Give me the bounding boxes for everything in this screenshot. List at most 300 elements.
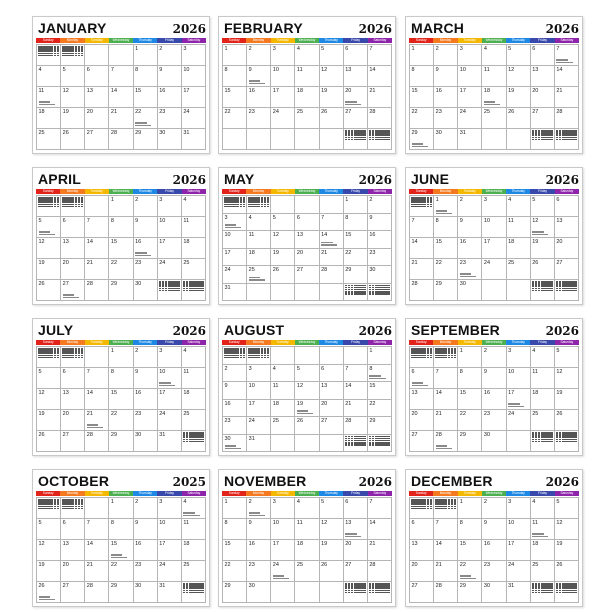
day-cell: [182, 196, 206, 217]
day-number: 20: [296, 249, 304, 256]
day-number: 21: [345, 400, 352, 407]
mini-month-calendar: [556, 583, 577, 601]
day-number: 13: [345, 520, 352, 526]
day-cell: [507, 582, 531, 603]
weekday-label: Thursday: [133, 491, 157, 496]
month-header: [36, 20, 206, 37]
day-number: 24: [248, 418, 255, 424]
holiday-note: [532, 231, 544, 232]
day-cell: [223, 87, 247, 108]
day-cell: [271, 196, 295, 214]
day-cell: [158, 45, 182, 66]
day-number: 12: [321, 67, 328, 73]
day-number: 5: [556, 499, 560, 505]
day-number: 25: [183, 260, 190, 266]
day-cell: [482, 347, 506, 368]
day-number: 16: [483, 390, 491, 396]
day-number: 20: [532, 88, 539, 94]
day-cell: [555, 238, 579, 259]
weekday-label: Monday: [433, 189, 457, 194]
day-number: 19: [38, 562, 45, 568]
day-number: 13: [532, 67, 539, 73]
mini-month-calendar: [38, 499, 59, 517]
day-number: 23: [224, 418, 231, 424]
day-number: 6: [411, 520, 415, 526]
day-cell: [158, 519, 182, 540]
day-cell: [182, 66, 206, 87]
day-number: 20: [411, 411, 418, 417]
day-number: 17: [459, 88, 466, 94]
day-cell: [223, 347, 247, 365]
day-number: 11: [248, 232, 255, 238]
mini-month-calendar: [411, 499, 432, 517]
day-number: 26: [532, 260, 539, 266]
day-number: 4: [296, 499, 300, 505]
day-number: 18: [508, 239, 515, 245]
day-number: 28: [321, 267, 328, 273]
day-number: 17: [248, 400, 255, 407]
mini-day: [550, 290, 553, 292]
day-cell: [434, 196, 458, 217]
day-cell: [344, 87, 368, 108]
day-cell: [410, 389, 434, 410]
weekday-label: Sunday: [222, 491, 246, 496]
day-cell: [344, 249, 368, 267]
day-number: 14: [435, 541, 442, 547]
day-number: 29: [459, 583, 466, 589]
holiday-note: [249, 512, 261, 513]
mini-month-calendar: [224, 197, 245, 212]
day-number: 2: [135, 348, 139, 354]
day-number: 18: [483, 88, 491, 94]
day-cell: [223, 108, 247, 129]
day-cell: [458, 259, 482, 280]
day-cell: [410, 129, 434, 150]
day-cell: [320, 365, 344, 383]
day-number: 29: [411, 130, 418, 136]
day-number: 15: [224, 88, 231, 94]
day-number: 30: [483, 583, 491, 589]
day-number: 9: [135, 369, 139, 375]
day-number: 29: [110, 432, 118, 438]
day-cell: [531, 66, 555, 87]
day-cell: [344, 108, 368, 129]
day-cell: [109, 431, 133, 452]
day-cell: [37, 389, 61, 410]
day-cell: [37, 540, 61, 561]
mini-day: [201, 592, 204, 594]
day-number: 26: [556, 411, 563, 417]
mini-day: [550, 592, 553, 594]
day-number: 9: [248, 520, 252, 526]
day-cell: [37, 498, 61, 519]
day-cell: [458, 498, 482, 519]
mini-month-calendar: [369, 130, 390, 148]
day-number: 3: [224, 214, 228, 221]
day-cell: [320, 582, 344, 603]
day-number: 27: [411, 583, 418, 589]
day-cell: [295, 540, 319, 561]
day-cell: [344, 435, 368, 453]
day-cell: [85, 561, 109, 582]
month-calendar-april: [32, 167, 210, 305]
day-number: 7: [411, 218, 415, 224]
day-cell: [37, 280, 61, 301]
day-number: 2: [135, 197, 139, 203]
day-number: 21: [369, 88, 376, 94]
day-number: 23: [459, 260, 466, 266]
day-cell: [158, 280, 182, 301]
month-calendar-november: [218, 469, 396, 607]
day-number: 1: [435, 197, 439, 203]
day-cell: [182, 45, 206, 66]
day-cell: [368, 284, 392, 302]
day-cell: [555, 45, 579, 66]
day-number: 5: [556, 348, 560, 354]
month-calendar-january: [32, 16, 210, 154]
day-cell: [85, 87, 109, 108]
day-number: 14: [110, 88, 118, 94]
weekday-label: Saturday: [182, 491, 206, 496]
day-number: 28: [411, 281, 418, 287]
month-calendar-march: [405, 16, 583, 154]
day-cell: [271, 108, 295, 129]
weekday-label: Saturday: [555, 189, 579, 194]
day-cell: [85, 519, 109, 540]
day-cell: [368, 417, 392, 435]
day-number: 16: [459, 239, 466, 245]
day-cell: [295, 266, 319, 284]
day-number: 26: [556, 562, 563, 568]
weekday-label: Friday: [343, 38, 367, 43]
holiday-note: [412, 382, 424, 383]
day-cell: [507, 540, 531, 561]
day-number: 23: [248, 109, 255, 115]
day-cell: [531, 196, 555, 217]
weekday-label: Thursday: [506, 340, 530, 345]
day-cell: [531, 280, 555, 301]
day-cell: [182, 129, 206, 150]
day-number: 22: [110, 562, 118, 568]
month-header: [36, 171, 206, 188]
day-number: 27: [296, 267, 304, 273]
month-header: [409, 20, 579, 37]
day-number: 27: [411, 432, 418, 438]
weekday-header-row: [222, 491, 392, 496]
day-number: 27: [556, 260, 563, 266]
mini-day: [454, 508, 457, 510]
day-cell: [368, 129, 392, 150]
mini-month-calendar: [183, 281, 204, 299]
day-cell: [531, 87, 555, 108]
holiday-note: [87, 424, 99, 425]
holiday-note: [412, 146, 428, 147]
holiday-note: [297, 413, 313, 414]
holiday-note: [321, 242, 333, 243]
weekday-label: Saturday: [555, 491, 579, 496]
day-cell: [158, 129, 182, 150]
day-cell: [182, 217, 206, 238]
day-cell: [247, 66, 271, 87]
day-number: 6: [321, 365, 325, 372]
day-number: 6: [345, 46, 349, 52]
day-number: 22: [110, 411, 118, 417]
holiday-note: [532, 234, 548, 235]
day-cell: [482, 238, 506, 259]
day-number: 11: [183, 218, 190, 224]
day-cell: [555, 259, 579, 280]
day-number: 14: [435, 390, 442, 396]
day-cell: [182, 498, 206, 519]
day-cell: [134, 389, 158, 410]
weekday-label: Sunday: [409, 189, 433, 194]
weekday-label: Wednesday: [295, 189, 319, 194]
day-number: 21: [110, 109, 118, 115]
day-cell: [368, 108, 392, 129]
day-number: 20: [62, 562, 69, 568]
day-number: 24: [159, 411, 166, 417]
weekday-label: Sunday: [409, 340, 433, 345]
day-number: 4: [248, 214, 252, 221]
day-cell: [247, 519, 271, 540]
day-number: 23: [159, 109, 166, 115]
day-number: 13: [411, 390, 418, 396]
weekday-header-row: [409, 38, 579, 43]
day-number: 3: [248, 365, 252, 372]
month-name: JANUARY: [38, 20, 107, 36]
day-number: 10: [272, 67, 279, 73]
day-cell: [271, 561, 295, 582]
day-number: 30: [369, 267, 376, 273]
day-cell: [247, 45, 271, 66]
weekday-label: Wednesday: [109, 491, 133, 496]
weekday-label: Monday: [246, 491, 270, 496]
day-number: 1: [224, 499, 228, 505]
day-cell: [134, 217, 158, 238]
day-cell: [158, 66, 182, 87]
weekday-label: Sunday: [409, 491, 433, 496]
day-number: 12: [556, 369, 563, 375]
day-number: 6: [556, 197, 560, 203]
day-cell: [320, 45, 344, 66]
mini-day: [363, 293, 366, 295]
holiday-note: [273, 578, 289, 579]
day-cell: [434, 45, 458, 66]
day-cell: [368, 519, 392, 540]
weekday-label: Tuesday: [458, 38, 482, 43]
day-number: 6: [532, 46, 536, 52]
mini-day: [363, 444, 366, 446]
day-cell: [158, 108, 182, 129]
day-cell: [531, 238, 555, 259]
day-cell: [247, 347, 271, 365]
day-cell: [37, 519, 61, 540]
day-cell: [555, 217, 579, 238]
day-cell: [410, 66, 434, 87]
holiday-note: [249, 83, 265, 84]
mini-month-calendar: [62, 46, 83, 64]
weekday-label: Tuesday: [85, 491, 109, 496]
day-cell: [223, 417, 247, 435]
holiday-note: [135, 125, 151, 126]
day-cell: [109, 561, 133, 582]
day-cell: [271, 498, 295, 519]
weekday-label: Thursday: [319, 491, 343, 496]
day-cell: [158, 540, 182, 561]
holiday-note: [225, 224, 237, 225]
holiday-note: [556, 59, 568, 60]
day-number: 7: [435, 369, 439, 375]
day-cell: [458, 238, 482, 259]
day-number: 31: [159, 432, 166, 438]
day-cell: [37, 87, 61, 108]
day-cell: [85, 389, 109, 410]
day-cell: [458, 87, 482, 108]
weekday-header-row: [36, 340, 206, 345]
day-cell: [320, 129, 344, 150]
day-cell: [223, 196, 247, 214]
day-cell: [271, 249, 295, 267]
day-number: 10: [159, 218, 166, 224]
day-cell: [85, 238, 109, 259]
day-cell: [37, 431, 61, 452]
day-cell: [109, 238, 133, 259]
day-number: 31: [459, 130, 466, 136]
day-cell: [85, 217, 109, 238]
day-cell: [134, 259, 158, 280]
day-number: 28: [435, 432, 442, 438]
day-cell: [158, 347, 182, 368]
day-cell: [458, 389, 482, 410]
day-number: 4: [483, 46, 487, 52]
day-cell: [344, 417, 368, 435]
day-cell: [507, 498, 531, 519]
holiday-note: [556, 62, 572, 63]
day-number: 28: [556, 109, 563, 115]
day-cell: [85, 108, 109, 129]
day-cell: [37, 561, 61, 582]
day-number: 9: [459, 218, 463, 224]
day-number: 19: [556, 390, 563, 396]
day-cell: [320, 435, 344, 453]
day-number: 30: [435, 130, 442, 136]
day-cell: [109, 87, 133, 108]
day-cell: [247, 400, 271, 418]
day-number: 22: [369, 400, 376, 407]
mini-month-calendar: [345, 285, 366, 300]
day-number: 12: [38, 541, 45, 547]
month-header: [409, 322, 579, 339]
day-number: 11: [38, 88, 45, 94]
day-cell: [85, 259, 109, 280]
mini-month-calendar: [532, 281, 553, 299]
day-number: 14: [86, 239, 93, 245]
day-number: 10: [483, 218, 491, 224]
day-number: 4: [272, 365, 276, 372]
weekday-label: Monday: [60, 340, 84, 345]
day-grid: [36, 44, 206, 150]
day-number: 30: [224, 435, 231, 442]
day-number: 9: [369, 214, 373, 221]
day-cell: [295, 66, 319, 87]
holiday-note: [532, 533, 544, 534]
weekday-label: Friday: [343, 189, 367, 194]
day-cell: [344, 382, 368, 400]
day-cell: [37, 238, 61, 259]
holiday-note: [508, 403, 520, 404]
day-number: 21: [86, 562, 93, 568]
day-number: 11: [272, 383, 279, 389]
day-cell: [295, 45, 319, 66]
day-number: 11: [508, 218, 514, 224]
day-grid: [222, 346, 392, 452]
day-cell: [531, 389, 555, 410]
month-header: [36, 322, 206, 339]
day-cell: [531, 108, 555, 129]
day-number: 3: [272, 499, 276, 505]
day-cell: [109, 519, 133, 540]
day-number: 26: [38, 281, 45, 287]
day-cell: [134, 410, 158, 431]
day-cell: [223, 519, 247, 540]
day-cell: [482, 561, 506, 582]
day-cell: [182, 368, 206, 389]
day-cell: [507, 410, 531, 431]
day-cell: [37, 582, 61, 603]
day-cell: [344, 519, 368, 540]
mini-month-calendar: [369, 583, 390, 601]
day-cell: [134, 540, 158, 561]
month-header: [222, 322, 392, 339]
day-number: 15: [110, 239, 118, 245]
day-number: 18: [183, 239, 190, 245]
day-cell: [555, 66, 579, 87]
day-cell: [85, 196, 109, 217]
day-cell: [368, 582, 392, 603]
day-number: 29: [110, 281, 118, 287]
day-number: 2: [224, 365, 228, 372]
day-cell: [507, 519, 531, 540]
day-number: 6: [62, 369, 66, 375]
month-calendar-august: [218, 318, 396, 456]
day-cell: [410, 431, 434, 452]
day-number: 22: [435, 260, 442, 266]
day-number: 19: [38, 411, 45, 417]
day-cell: [410, 280, 434, 301]
month-name: JULY: [38, 322, 74, 338]
day-number: 10: [459, 67, 466, 73]
day-cell: [434, 431, 458, 452]
day-cell: [134, 519, 158, 540]
day-cell: [247, 266, 271, 284]
day-cell: [555, 280, 579, 301]
day-number: 2: [435, 46, 439, 52]
month-name: NOVEMBER: [224, 473, 307, 489]
day-cell: [482, 582, 506, 603]
day-grid: [36, 497, 206, 603]
weekday-label: Sunday: [36, 340, 60, 345]
day-cell: [344, 214, 368, 232]
day-grid: [222, 195, 392, 301]
day-number: 13: [62, 390, 69, 396]
day-number: 26: [38, 583, 45, 589]
day-cell: [247, 435, 271, 453]
day-grid: [36, 346, 206, 452]
day-cell: [320, 249, 344, 267]
day-cell: [85, 498, 109, 519]
day-cell: [368, 249, 392, 267]
year-label: 2026: [545, 173, 579, 187]
